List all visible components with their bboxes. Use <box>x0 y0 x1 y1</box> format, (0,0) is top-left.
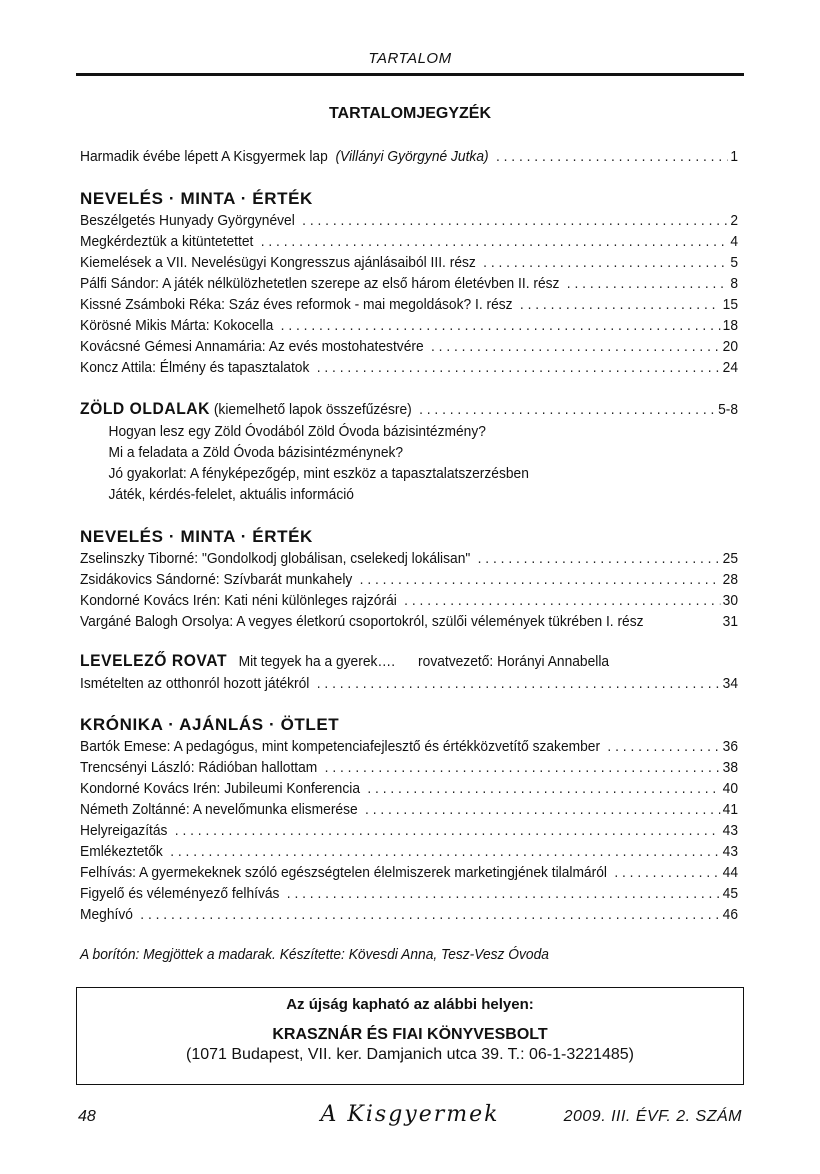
entry-text: Németh Zoltánné: A nevelőmunka elismerése <box>80 801 358 818</box>
leader-dots <box>483 252 727 273</box>
leader-dots <box>302 210 727 231</box>
page-number: 25 <box>722 550 739 567</box>
leader-dots <box>367 778 720 799</box>
section-title: NEVELÉS · MINTA · ÉRTÉK <box>80 527 313 546</box>
page-number: 5 <box>730 254 739 271</box>
leader-dots <box>520 294 720 315</box>
zold-item: Játék, kérdés-felelet, aktuális információ <box>108 486 354 503</box>
leader-dots <box>281 315 720 336</box>
page-number: 24 <box>722 359 739 376</box>
page-number: 8 <box>730 275 739 292</box>
entry-text: Koncz Attila: Élmény és tapasztalatok <box>80 359 310 376</box>
toc-entry <box>80 757 738 778</box>
entry-text: Bartók Emese: A pedagógus, mint kompetenciafejlesztő és értékközvetítő szakember <box>80 738 601 755</box>
page-number: 18 <box>722 317 739 334</box>
leader-dots <box>175 820 720 841</box>
zold-item: Mi a feladata a Zöld Óvoda bázisintézménynek? <box>108 444 404 461</box>
toc-entry <box>80 273 738 294</box>
leader-dots <box>317 673 720 694</box>
entry-text: Zselinszky Tiborné: "Gondolkodj globálisan, cselekedj lokálisan" <box>80 550 471 567</box>
section-title: NEVELÉS · MINTA · ÉRTÉK <box>80 189 313 208</box>
toc-entry <box>80 673 738 694</box>
section-nevelés-2 <box>80 548 738 632</box>
section-title: LEVELEZŐ ROVAT <box>80 651 228 670</box>
toc-entry <box>80 294 738 315</box>
page-number: 31 <box>722 613 739 630</box>
leader-dots <box>431 336 720 357</box>
leader-dots <box>607 736 719 757</box>
toc-entry <box>80 252 738 273</box>
page-number: 36 <box>722 738 739 755</box>
footer-magazine-title: A Kisgyermek <box>320 1102 500 1127</box>
running-header: TARTALOM <box>368 50 452 67</box>
footer-issue: 2009. III. ÉVF. 2. SZÁM <box>563 1108 742 1125</box>
toc-entry <box>80 357 738 378</box>
zold-item: Hogyan lesz egy Zöld Óvodából Zöld Óvoda bázisintézmény? <box>108 423 486 440</box>
leader-dots <box>317 357 720 378</box>
toc-entry <box>80 336 738 357</box>
entry-text: Megkérdeztük a kitüntetettet <box>80 233 254 250</box>
entry-text: Helyreigazítás <box>80 822 168 839</box>
zold-item: Jó gyakorlat: A fényképezőgép, mint eszköz a tapasztalatszerzésben <box>108 465 529 482</box>
intro-text: Harmadik évébe lépett A Kisgyermek lap <box>80 148 328 165</box>
levelezo-subtitle: Mit tegyek ha a gyerek…. <box>238 653 396 670</box>
toc-entry <box>80 611 738 632</box>
toc-entry <box>80 210 738 231</box>
page-number: 20 <box>722 338 739 355</box>
leader-dots <box>365 799 720 820</box>
page-number: 43 <box>722 822 739 839</box>
toc-entry <box>80 590 738 611</box>
entry-text: Emlékeztetők <box>80 843 163 860</box>
bookstore-address: (1071 Budapest, VII. ker. Damjanich utca 39. T.: 06-1-3221485) <box>186 1046 634 1063</box>
page-number: 1 <box>730 148 739 165</box>
toc-entry <box>80 569 738 590</box>
section-title: ZÖLD OLDALAK <box>80 399 210 418</box>
entry-text: Vargáné Balogh Orsolya: A vegyes életkorú csoportokról, szülői vélemények tükrében I. rész <box>80 613 644 630</box>
page-number: 46 <box>722 906 739 923</box>
entry-text: Kissné Zsámboki Réka: Száz éves reformok - mai megoldások? I. rész <box>80 296 513 313</box>
page-number: 40 <box>722 780 739 797</box>
page-number: 30 <box>722 592 739 609</box>
leader-dots <box>325 757 720 778</box>
leader-dots <box>360 569 720 590</box>
toc-entry-intro <box>80 146 738 167</box>
leader-dots <box>287 883 720 904</box>
toc-entry-zold-oldalak <box>80 398 738 421</box>
entry-text: Beszélgetés Hunyady Györgynével <box>80 212 295 229</box>
entry-text: Kiemelések a VII. Nevelésügyi Kongresszus ajánlásaiból III. rész <box>80 254 476 271</box>
cover-note: A borítón: Megjöttek a madarak. Készítette: Kövesdi Anna, Tesz-Vesz Óvoda <box>80 946 549 963</box>
entry-text: Zsidákovics Sándorné: Szívbarát munkahely <box>80 571 353 588</box>
leader-dots <box>419 399 715 421</box>
leader-dots <box>567 273 728 294</box>
toc-entry <box>80 231 738 252</box>
toc-entry <box>80 315 738 336</box>
page-number: 38 <box>722 759 739 776</box>
intro-author: (Villányi Györgyné Jutka) <box>335 148 489 165</box>
page-number: 44 <box>722 864 739 881</box>
entry-text: Körösné Mikis Márta: Kokocella <box>80 317 274 334</box>
toc-entry <box>80 736 738 757</box>
page-number: 34 <box>722 675 739 692</box>
page-number: 45 <box>722 885 739 902</box>
entry-text: Kondorné Kovács Irén: Kati néni különleges rajzórái <box>80 592 397 609</box>
entry-text: Felhívás: A gyermekeknek szóló egészségtelen élelmiszerek marketingjének tilalmáról <box>80 864 607 881</box>
entry-text: Meghívó <box>80 906 133 923</box>
levelezo-editor: rovatvezető: Horányi Annabella <box>418 653 610 670</box>
entry-text: Kondorné Kovács Irén: Jubileumi Konferencia <box>80 780 360 797</box>
leader-dots <box>404 590 720 611</box>
page-number: 2 <box>730 212 739 229</box>
toc-entry <box>80 799 738 820</box>
toc <box>80 146 738 925</box>
leader-dots <box>478 548 720 569</box>
toc-entry <box>80 778 738 799</box>
toc-entry <box>80 862 738 883</box>
page-number: 43 <box>722 843 739 860</box>
leader-dots <box>170 841 720 862</box>
bookstore-name: KRASZNÁR ÉS FIAI KÖNYVESBOLT <box>272 1026 548 1043</box>
zold-note: (kiemelhető lapok összefűzésre) <box>213 401 412 418</box>
page-number: 41 <box>722 801 739 818</box>
section-kronika <box>80 736 738 925</box>
leader-dots <box>614 862 720 883</box>
section-title: KRÓNIKA · AJÁNLÁS · ÖTLET <box>80 715 340 734</box>
footer-page-number: 48 <box>78 1108 96 1125</box>
toc-title: TARTALOMJEGYZÉK <box>328 105 492 122</box>
availability-heading: Az újság kapható az alábbi helyen: <box>286 996 534 1013</box>
toc-entry <box>80 904 738 925</box>
header-rule <box>76 73 744 76</box>
toc-entry <box>80 841 738 862</box>
page-number: 5-8 <box>718 401 739 418</box>
entry-text: Ismételten az otthonról hozott játékról <box>80 675 310 692</box>
page-number: 15 <box>722 296 739 313</box>
page-number: 28 <box>722 571 739 588</box>
availability-box <box>76 987 744 1085</box>
entry-text: Pálfi Sándor: A játék nélkülözhetetlen szerepe az első három életévben II. rész <box>80 275 560 292</box>
leader-dots <box>496 146 728 167</box>
leader-dots <box>140 904 720 925</box>
entry-text: Figyelő és véleményező felhívás <box>80 885 280 902</box>
toc-entry <box>80 820 738 841</box>
page-number: 4 <box>730 233 739 250</box>
toc-entry <box>80 883 738 904</box>
entry-text: Kovácsné Gémesi Annamária: Az evés mostohatestvére <box>80 338 424 355</box>
entry-text: Trencsényi László: Rádióban hallottam <box>80 759 318 776</box>
leader-dots <box>261 231 728 252</box>
section-nevelés-1 <box>80 210 738 378</box>
toc-entry <box>80 548 738 569</box>
levelezo-heading <box>80 650 738 673</box>
